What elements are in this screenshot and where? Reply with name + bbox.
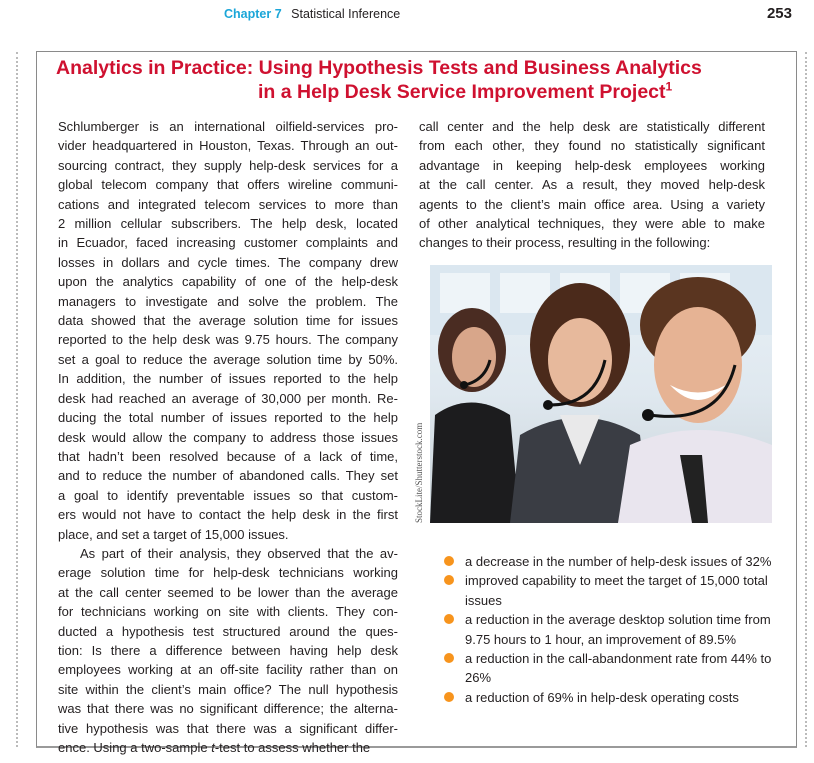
photo-illustration <box>430 265 772 523</box>
text-line: ducing the total number of issues reported to the help <box>58 410 398 426</box>
result-item <box>444 688 774 707</box>
text-line: employees working at an off-site facility rather than on <box>58 662 398 678</box>
page-number: 253 <box>766 5 792 22</box>
photo-credit: StockLite/Shutterstock.com <box>414 422 424 523</box>
bullet-icon <box>444 614 454 624</box>
right-column <box>419 117 765 253</box>
text-line: changes to their process, resulting in the following: <box>419 235 711 251</box>
text-line: As part of their analysis, they observed that the av- <box>80 545 398 561</box>
result-text: a decrease in the number of help-desk issues of 32% <box>465 554 772 569</box>
text-line: call center and the help desk are statistically different <box>419 119 765 134</box>
text-line: Schlumberger is an international oilfield-services pro- <box>58 119 398 134</box>
title-line-2 <box>56 80 702 104</box>
right-dotted-rule <box>805 52 807 747</box>
text-line: In addition, the number of issues reported to the help <box>58 371 398 387</box>
text-line: advantage in keeping help-desk employees working <box>419 157 765 173</box>
text-line: tion: Is there a difference between having help desk <box>58 642 398 658</box>
text-line: place, and set a target of 15,000 issues. <box>58 526 289 542</box>
text-line: agents to the client’s main office area. Using a variety <box>419 196 765 212</box>
text-line: set a goal to reduce the average solution time by 50%. <box>58 351 398 367</box>
text-line: sourcing contract, they supply help-desk services for a <box>58 157 398 173</box>
result-item <box>444 649 774 688</box>
text-line: losses in dollars and cycle times. The company drew <box>58 254 398 270</box>
section-label: Statistical Inference <box>291 7 401 21</box>
text-line: from each other, they found no statistically significant <box>419 138 765 154</box>
text-line: was that there was no significant difference; the alterna- <box>58 701 398 717</box>
text-line: of other analytical techniques, they were able to make <box>419 216 765 232</box>
bullet-icon <box>444 692 454 702</box>
text-line: vider headquartered in Houston, Texas. Through an out- <box>58 138 398 154</box>
result-text: a reduction in the call-abandonment rate from 44% to 26% <box>465 651 772 686</box>
text-line: ers would not have to contact the help desk in the first <box>58 507 398 523</box>
text-line: tive hypothesis was that there was a significant differ- <box>58 720 398 736</box>
running-header <box>224 7 400 21</box>
title-line-1: Analytics in Practice: Using Hypothesis Tests and Business Analytics <box>56 57 702 79</box>
text-line: ducted a hypothesis test structured around the ques- <box>58 623 398 639</box>
text-line: cations and integrated telecom services to more than <box>58 196 398 212</box>
text-line: site within the client’s main office? The null hypothesis <box>58 681 398 697</box>
left-dotted-rule <box>16 52 18 747</box>
text-line: at the call center seemed to be lower than the average <box>58 584 398 600</box>
results-list <box>444 552 774 707</box>
result-item <box>444 571 774 610</box>
text-line: global telecom company that offers wireline communi- <box>58 177 398 193</box>
feature-title <box>56 56 702 104</box>
footnote-marker: 1 <box>665 79 673 94</box>
help-desk-photo <box>430 265 772 523</box>
text-line: data showed that the average solution time for issues <box>58 313 398 329</box>
result-text: a reduction in the average desktop solution time from 9.75 hours to 1 hour, an improvement of 89.5% <box>465 612 771 647</box>
bullet-icon <box>444 653 454 663</box>
bullet-icon <box>444 556 454 566</box>
result-text: improved capability to meet the target of 15,000 total issues <box>465 573 768 608</box>
result-text: a reduction of 69% in help-desk operating costs <box>465 689 739 705</box>
text-line: ence. Using a two-sample t-test to assess whether the <box>58 740 371 755</box>
text-line: at the call center. As a result, they moved help-desk <box>419 177 765 193</box>
text-line: managers to investigate and solve the problem. The <box>58 293 398 309</box>
text-line: erage solution time for help-desk technicians working <box>58 565 398 581</box>
left-column <box>58 117 398 757</box>
text-line: in Ecuador, faced increasing customer complaints and <box>58 235 398 251</box>
text-line: reported to the help desk was 9.75 hours. The company <box>58 332 398 348</box>
text-line: upon the analytics capability of one of the help-desk <box>58 274 398 290</box>
title-line-2-text: in a Help Desk Service Improvement Project <box>258 81 666 103</box>
text-line: desk would allow the company to address those issues <box>58 429 398 445</box>
text-line: for technicians working on site with clients. They con- <box>58 604 398 620</box>
text-line: desk had reached an average of 30,000 per month. Re- <box>58 390 398 406</box>
text-line: and to reduce the number of abandoned calls. They set <box>58 468 398 484</box>
result-item <box>444 552 774 571</box>
text-line: that hadn’t been resolved because of a lack of time, <box>58 448 398 464</box>
text-line: a goal to identify preventable issues so that custom- <box>58 487 398 503</box>
bullet-icon <box>444 575 454 585</box>
chapter-label: Chapter 7 <box>224 7 282 21</box>
result-item <box>444 610 774 649</box>
text-line: 2 million cellular subscribers. The help desk, located <box>58 216 398 232</box>
